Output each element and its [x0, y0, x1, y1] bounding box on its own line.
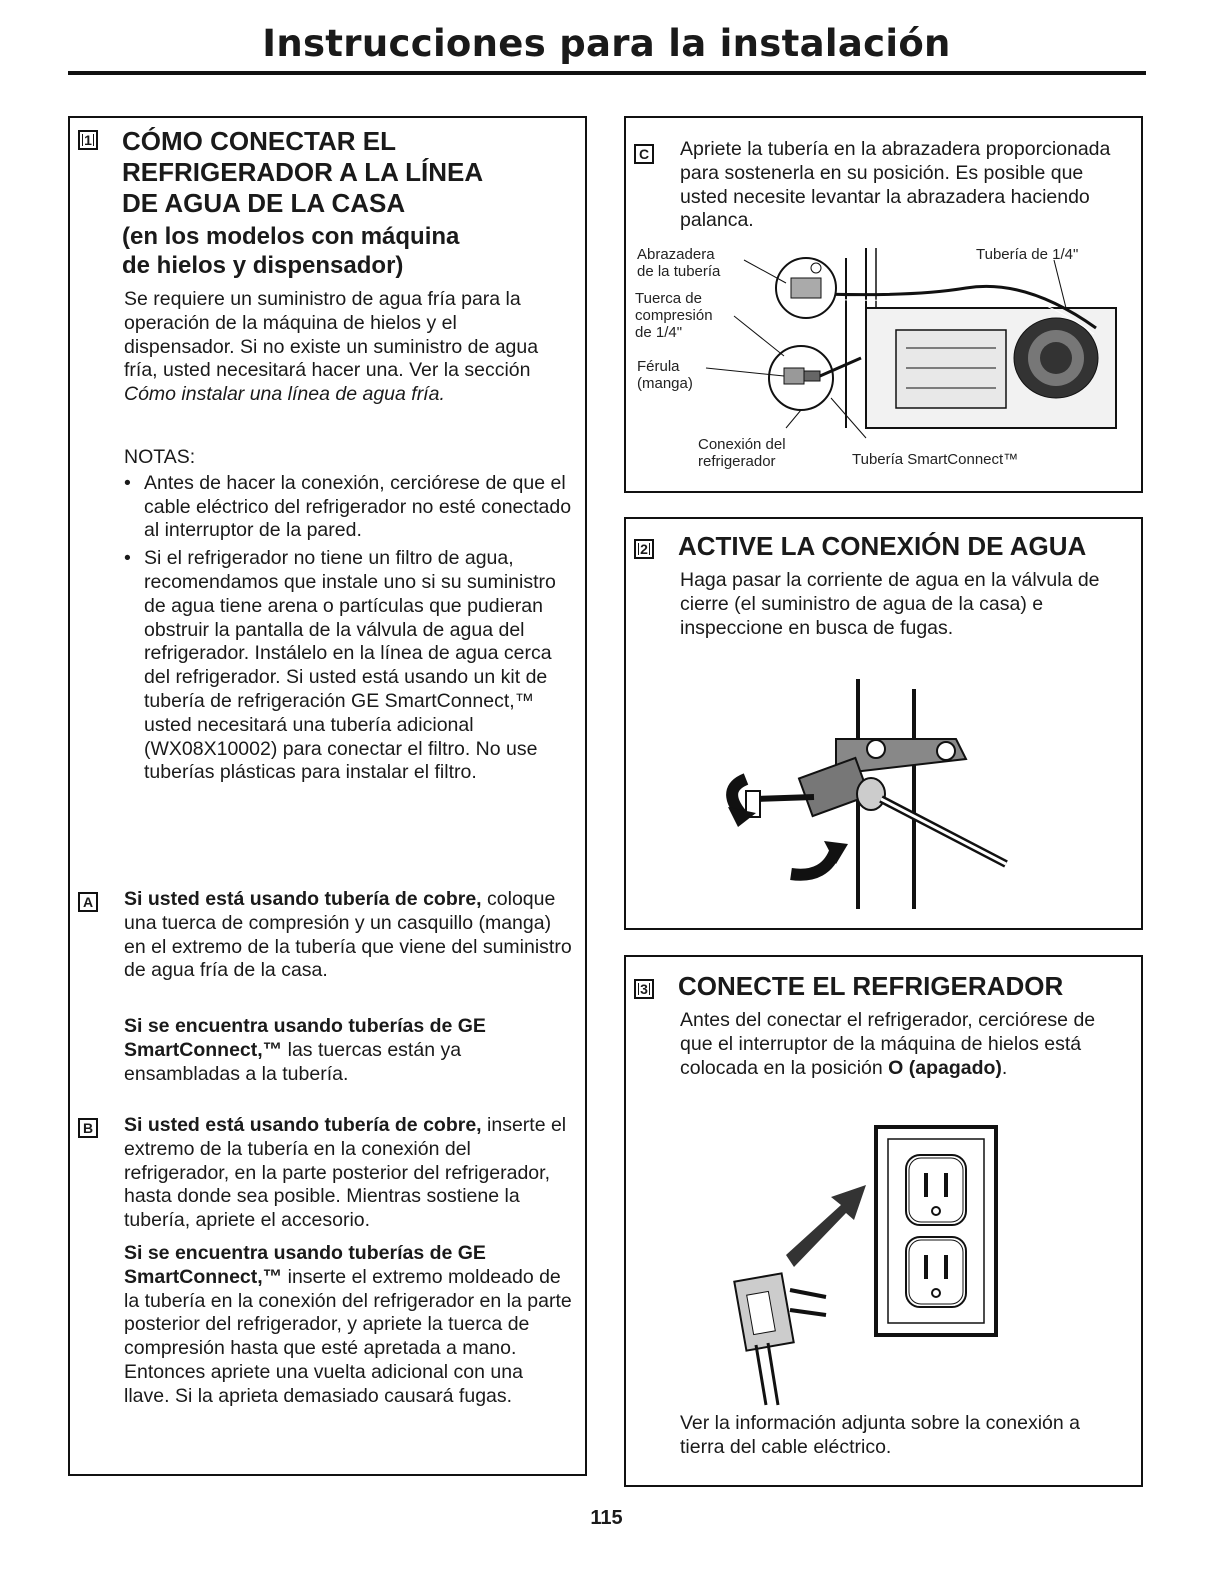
label-smartconnect-tubing: Tubería SmartConnect™ [852, 451, 1019, 468]
label-clamp: Abrazadera de la tubería [637, 246, 721, 280]
step-a-text: Si usted está usando tubería de cobre, coloque una tuerca de compresión y un casquillo (manga) en el extremo de la tubería que viene del suministro de agua fría de la casa. [124, 888, 572, 982]
step-3-number: 3 [634, 979, 654, 999]
step-1-heading: CÓMO CONECTAR EL REFRIGERADOR A LA LÍNEA DE AGUA DE LA CASA [122, 126, 484, 218]
step-a-smartconnect: Si se encuentra usando tuberías de GE SmartConnect,™ las tuercas están ya ensambladas a la tubería. [124, 1015, 486, 1085]
step-c-letter: C [634, 144, 654, 164]
step-b-letter: B [78, 1118, 98, 1138]
step-2-heading: ACTIVE LA CONEXIÓN DE AGUA [678, 531, 1087, 561]
step-3-heading: CONECTE EL REFRIGERADOR [678, 971, 1064, 1001]
shutoff-valve-illustration [716, 679, 1036, 919]
step-c-text: Apriete la tubería en la abrazadera proporcionada para sostenerla en su posición. Es posible que usted necesite levantar la abrazadera haciendo palanca. [680, 138, 1111, 232]
label-quarter-tubing: Tubería de 1/4" [976, 246, 1079, 263]
note-item: • Antes de hacer la conexión, cerciórese de que el cable eléctrico del refrigerador no esté conectado al interruptor de la pared. [124, 472, 572, 543]
notes-section [124, 446, 572, 785]
intro-paragraph: Se requiere un suministro de agua fría para la operación de la máquina de hielos y el dispensador. Si no existe un suministro de agua fría, usted necesitará hacer una. Ver la sección Cómo instalar una línea de agua fría. [124, 288, 539, 406]
step-c-panel [624, 116, 1143, 493]
wall-outlet-illustration [726, 1125, 1006, 1415]
page-title: Instrucciones para la instalación [262, 22, 951, 65]
step-2-number: 2 [634, 539, 654, 559]
step-1-number: 1 [78, 130, 98, 150]
note-item: • Si el refrigerador no tiene un filtro de agua, recomendamos que instale uno si su suministro de agua tiene arena o partículas que pudieran obstruir la pantalla de la válvula de agua del refrigerador. Instálelo en la línea de agua cerca del refrigerador. Si usted está usando un kit de tubería de refrigeración GE SmartConnect,™ usted necesitará una tubería adicional (WX08X10002) para conectar el filtro. No use tuberías plásticas para instalar el filtro. [124, 547, 572, 785]
title-rule [68, 71, 1146, 75]
step-3-panel [624, 955, 1143, 1487]
step-2-text: Haga pasar la corriente de agua en la válvula de cierre (el suministro de agua de la casa) e inspeccione en busca de fugas. [680, 569, 1100, 639]
label-refrigerator-connection: Conexión del refrigerador [698, 436, 786, 470]
step-b-text: Si usted está usando tubería de cobre, inserte el extremo de la tubería en la conexión del refrigerador, en la parte posterior del refrigerador, hasta donde sea posible. Mientras sostiene la tubería, apriete el accesorio. [124, 1114, 567, 1232]
step-1-panel [68, 116, 587, 1476]
step-1-subheading: (en los modelos con máquina de hielos y dispensador) [122, 223, 460, 279]
label-ferrule: Férula (manga) [637, 358, 693, 392]
notes-label: NOTAS: [124, 446, 196, 468]
step-2-panel [624, 517, 1143, 930]
page-number: 115 [590, 1507, 623, 1529]
step-a-letter: A [78, 892, 98, 912]
step-3-grounding-note: Ver la información adjunta sobre la conexión a tierra del cable eléctrico. [680, 1412, 1080, 1458]
label-compression-nut: Tuerca de compresión de 1/4" [635, 290, 713, 341]
step-3-text: Antes del conectar el refrigerador, cerciórese de que el interruptor de la máquina de hielos está colocada en la posición O (apagado). [680, 1009, 1096, 1079]
step-b-smartconnect: Si se encuentra usando tuberías de GE SmartConnect,™ inserte el extremo moldeado de la tubería en la conexión del refrigerador en la parte posterior del refrigerador, y apriete la tuerca de compresión hasta que esté apretada a mano. Entonces apriete una vuelta adicional con una llave. Si la aprieta demasiado causará fugas. [124, 1242, 572, 1407]
